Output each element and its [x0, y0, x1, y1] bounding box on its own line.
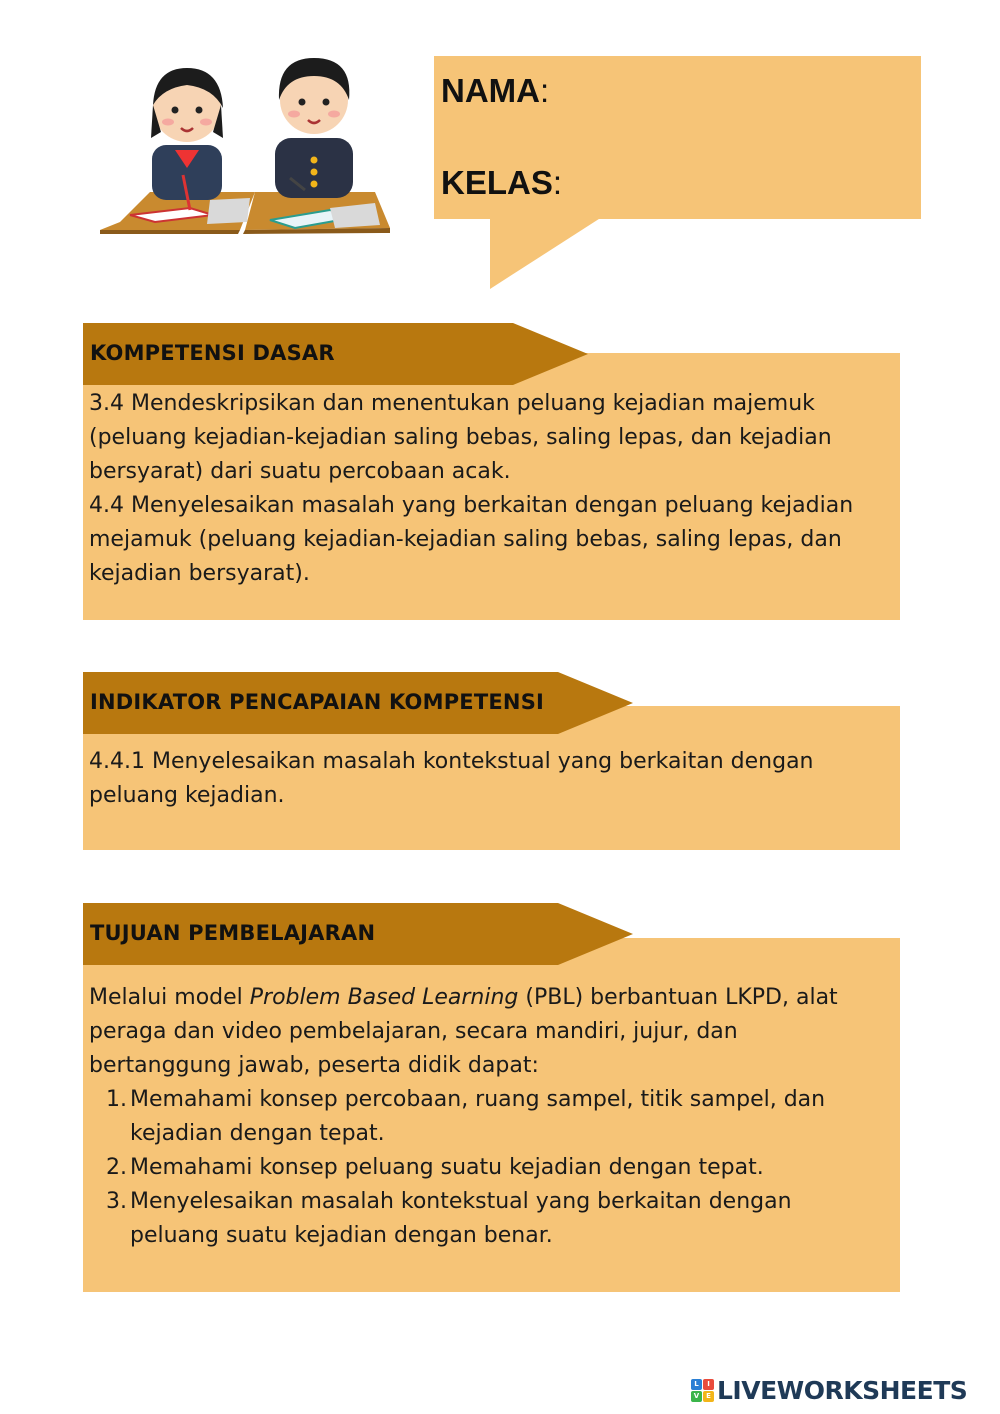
indikator-ribbon — [83, 672, 558, 734]
list-number: 3. — [106, 1189, 127, 1214]
kompetensi-title: KOMPETENSI DASAR — [90, 341, 335, 365]
nama-label: NAMA — [441, 72, 540, 109]
kelas-label: KELAS — [441, 164, 553, 201]
list-item — [89, 1185, 894, 1253]
list-number: 1. — [106, 1087, 127, 1112]
tujuan-ribbon — [83, 903, 558, 965]
list-line: peluang suatu kejadian dengan benar. — [130, 1223, 553, 1248]
indikator-body — [89, 745, 894, 813]
intro-italic: Problem Based Learning — [249, 985, 519, 1010]
list-line: Menyelesaikan masalah kontekstual yang berkaitan dengan — [130, 1189, 792, 1214]
list-line: kejadian dengan tepat. — [130, 1121, 385, 1146]
logo-letter: V — [691, 1391, 702, 1402]
list-number: 2. — [106, 1155, 127, 1180]
logo-letter: I — [703, 1379, 714, 1390]
students-illustration — [95, 50, 395, 240]
kompetensi-body — [89, 387, 894, 591]
list-line: Memahami konsep peluang suatu kejadian dengan tepat. — [130, 1155, 764, 1180]
kelas-colon: : — [552, 164, 563, 201]
list-item — [89, 1083, 894, 1151]
indikator-line: 4.4.1 Menyelesaikan masalah kontekstual yang berkaitan dengan — [89, 749, 814, 774]
kelas-field[interactable] — [441, 164, 562, 202]
kompetensi-line: (peluang kejadian-kejadian saling bebas, saling lepas, dan kejadian — [89, 425, 832, 450]
intro-prefix: Melalui model — [89, 985, 250, 1010]
tujuan-body — [89, 981, 894, 1253]
kompetensi-line: mejamuk (peluang kejadian-kejadian saling bebas, saling lepas, dan — [89, 527, 842, 552]
liveworksheets-logo[interactable] — [691, 1373, 967, 1407]
indikator-line: peluang kejadian. — [89, 783, 285, 808]
bubble-tail — [490, 217, 602, 289]
kompetensi-line: bersyarat) dari suatu percobaan acak. — [89, 459, 511, 484]
intro-suffix: (PBL) berbantuan LKPD, alat — [518, 985, 838, 1010]
indikator-title: INDIKATOR PENCAPAIAN KOMPETENSI — [90, 690, 545, 714]
logo-text: LIVEWORKSHEETS — [717, 1375, 968, 1405]
tujuan-intro-line: bertanggung jawab, peserta didik dapat: — [89, 1053, 539, 1078]
kompetensi-line: 4.4 Menyelesaikan masalah yang berkaitan dengan peluang kejadian — [89, 493, 854, 518]
list-line: Memahami konsep percobaan, ruang sampel, titik sampel, dan — [130, 1087, 826, 1112]
tujuan-intro-line: peraga dan video pembelajaran, secara mandiri, jujur, dan — [89, 1019, 738, 1044]
kompetensi-line: 3.4 Mendeskripsikan dan menentukan peluang kejadian majemuk — [89, 391, 815, 416]
kompetensi-line: kejadian bersyarat). — [89, 561, 310, 586]
tujuan-title: TUJUAN PEMBELAJARAN — [90, 921, 376, 945]
list-item — [89, 1151, 894, 1185]
logo-letter: L — [691, 1379, 702, 1390]
kompetensi-ribbon — [83, 323, 513, 385]
logo-letter: E — [703, 1391, 714, 1402]
tujuan-list — [89, 1083, 894, 1253]
nama-field[interactable] — [441, 72, 549, 110]
liveworksheets-icon — [691, 1379, 713, 1401]
nama-colon: : — [539, 72, 550, 109]
tujuan-intro-line — [89, 981, 894, 1015]
